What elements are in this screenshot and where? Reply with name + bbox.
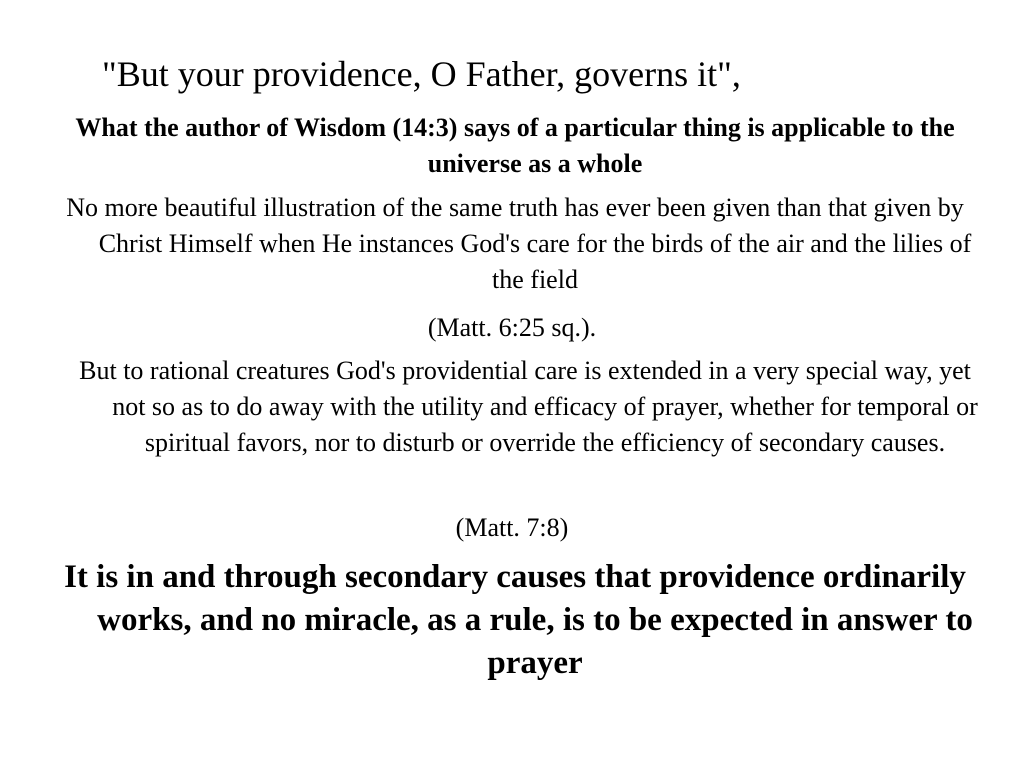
wisdom-paragraph: What the author of Wisdom (14:3) says of a particular thing is applicable to the universe as a whole [75, 113, 955, 178]
secondary-causes-paragraph: It is in and through secondary causes that providence ordinarily works, and no miracle, as a rule, is to be expected in answer to prayer [64, 559, 973, 681]
slide-title-text: "But your providence, O Father, governs it", [102, 54, 741, 94]
matt-7-reference: (Matt. 7:8) [455, 513, 569, 542]
rational-creatures-paragraph: But to rational creatures God's providential care is extended in a very special way, yet not so as to do away with the utility and efficacy of prayer, whether for temporal or spiritual favors, nor to disturb or override the efficiency of secondary causes. [79, 356, 978, 457]
slide-title [60, 50, 964, 98]
birds-lilies-paragraph: No more beautiful illustration of the same truth has ever been given than that given by Christ Himself when He instances God's care for the birds of the air and the lilies of the field [66, 193, 972, 294]
matt-6-reference: (Matt. 6:25 sq.). [427, 313, 597, 342]
